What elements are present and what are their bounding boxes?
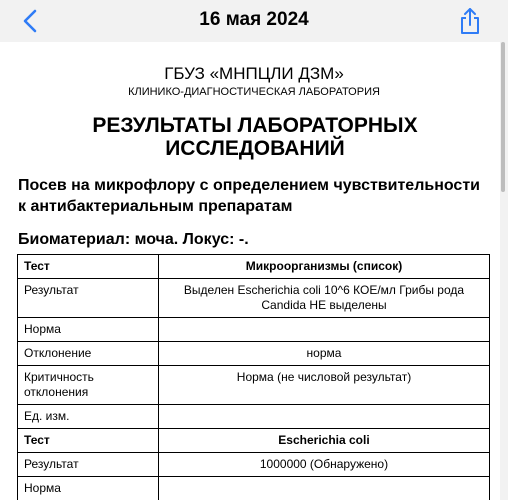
biomaterial-line: Биоматериал: моча. Локус: -. — [18, 231, 249, 248]
row-value: Выделен Escherichia coli 10^6 КОЕ/мл Грибы рода Candida НЕ выделены — [159, 279, 490, 318]
table-row — [18, 318, 490, 342]
row-label: Критичность отклонения — [18, 366, 159, 405]
row-value — [159, 405, 490, 429]
table-row — [18, 366, 490, 405]
row-value — [159, 477, 490, 500]
row-label: Тест — [18, 429, 159, 453]
table-header-row — [18, 255, 490, 279]
document-page[interactable] — [0, 42, 500, 500]
test-name: Посев на микрофлору с определением чувствительности к антибактериальным препаратам — [18, 177, 480, 215]
scrollbar[interactable] — [501, 42, 505, 192]
row-value: 1000000 (Обнаружено) — [159, 453, 490, 477]
row-label: Результат — [18, 279, 159, 318]
row-value: Микроорганизмы (список) — [159, 255, 490, 279]
table-row — [18, 342, 490, 366]
row-label: Отклонение — [18, 342, 159, 366]
table-row — [18, 453, 490, 477]
table-row — [18, 477, 490, 500]
table-header-row — [18, 429, 490, 453]
row-value — [159, 318, 490, 342]
row-label: Результат — [18, 453, 159, 477]
share-icon[interactable] — [458, 6, 482, 36]
row-value: Escherichia coli — [159, 429, 490, 453]
row-label: Норма — [18, 318, 159, 342]
row-label: Тест — [18, 255, 159, 279]
row-label: Ед. изм. — [18, 405, 159, 429]
document-title: РЕЗУЛЬТАТЫ ЛАБОРАТОРНЫХ ИССЛЕДОВАНИЙ — [92, 114, 418, 160]
organization-subtitle: КЛИНИКО-ДИАГНОСТИЧЕСКАЯ ЛАБОРАТОРИЯ — [128, 86, 380, 98]
navigation-bar — [0, 0, 508, 42]
row-value: норма — [159, 342, 490, 366]
row-value: Норма (не числовой результат) — [159, 366, 490, 405]
results-table — [17, 254, 490, 500]
organization-name: ГБУЗ «МНПЦЛИ ДЗМ» — [164, 64, 344, 83]
row-label: Норма — [18, 477, 159, 500]
table-row — [18, 405, 490, 429]
nav-title: 16 мая 2024 — [199, 9, 309, 30]
table-row — [18, 279, 490, 318]
